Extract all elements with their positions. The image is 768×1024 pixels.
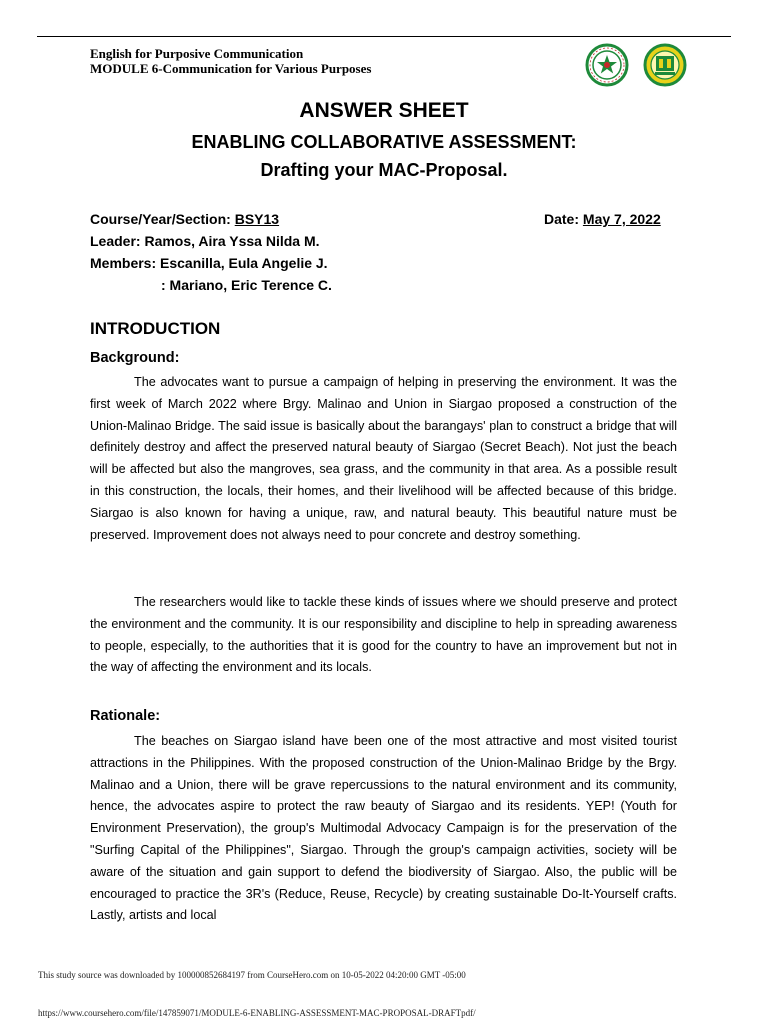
course-value: BSY13 xyxy=(234,211,280,227)
download-note: This study source was downloaded by 100000852684197 from CourseHero.com on 10-05-2022 04:20:00 GMT -05:00 xyxy=(38,970,466,980)
date-label: Date: xyxy=(544,211,580,227)
course-title: English for Purposive Communication xyxy=(90,46,304,61)
date-value: May 7, 2022 xyxy=(582,211,661,227)
document-header xyxy=(90,46,371,76)
leader-line: Leader: Ramos, Aira Yssa Nilda M. xyxy=(90,233,320,249)
introduction-heading: INTRODUCTION xyxy=(90,319,221,338)
course-line xyxy=(90,209,279,229)
rationale-heading: Rationale: xyxy=(90,708,161,724)
rationale-paragraph: The beaches on Siargao island have been one of the most attractive and most visited tourist attractions in the Philippines. With the proposed construction of the Union-Malinao Bridge by the Brgy. Malinao and a Union, there will be grave repercussions to the natural environment and its community, hence, the advocates aspire to protect the raw beauty of Siargao and its residents. YEP! (Youth for Environment Preservation), the group's Multimodal Advocacy Campaign is for the preservation of the "Surfing Capital of the Philippines", Siargao. Through the group's campaign activities, society will be aware of the situation and gain support to defend the biodiversity of Siargao. Also, the public will be encouraged to practice the 3R's (Reduce, Reuse, Recycle) by creating sustainable Do-It-Yourself crafts. Lastly, artists and local xyxy=(90,734,677,923)
source-url: https://www.coursehero.com/file/147859071/MODULE-6-ENABLING-ASSESSMENT-MAC-PROPOSAL-DRAFTpdf/ xyxy=(38,1008,476,1018)
date-line xyxy=(544,209,661,229)
header-rule xyxy=(37,36,731,37)
course-label: Course/Year/Section: xyxy=(90,211,231,227)
drafting-title: Drafting your MAC-Proposal. xyxy=(260,160,508,180)
seal-logo-left xyxy=(587,45,627,85)
background-paragraph-2: The researchers would like to tackle these kinds of issues where we should preserve and protect the environment and the community. It is our responsibility and discipline to help in spreading awareness to people, especially, to the authorities that it is good for the country to have an improvement but not in the way of affecting the environment and its locals. xyxy=(90,595,677,675)
assessment-title: ENABLING COLLABORATIVE ASSESSMENT: xyxy=(191,132,577,152)
institution-logos xyxy=(585,43,691,92)
member-2-line: : Mariano, Eric Terence C. xyxy=(161,277,332,293)
seal-logo-right xyxy=(645,45,685,85)
members-line: Members: Escanilla, Eula Angelie J. xyxy=(90,255,328,271)
background-heading: Background: xyxy=(90,350,180,366)
module-title: MODULE 6-Communication for Various Purposes xyxy=(90,61,372,76)
answer-sheet-title: ANSWER SHEET xyxy=(299,99,469,122)
logo-pair xyxy=(585,43,691,87)
background-paragraph-1: The advocates want to pursue a campaign of helping in preserving the environment. It was the first week of March 2022 where Brgy. Malinao and Union in Siargao proposed a construction of the Union-Malinao Bridge. The said issue is basically about the barangays' plan to construct a bridge that will definitely destroy and affect the preserved natural beauty of Siargao (Secret Beach). Not just the beach will be affected but also the mangroves, sea grass, and the community in that area. As a possible result in this construction, the locals, their homes, and their livelihood will be affected because of this bridge. Siargao is also known for having a unique, raw, and natural beauty. This beautiful nature must be preserved. Improvement does not always need to pour concrete and destroy something. xyxy=(90,375,677,542)
